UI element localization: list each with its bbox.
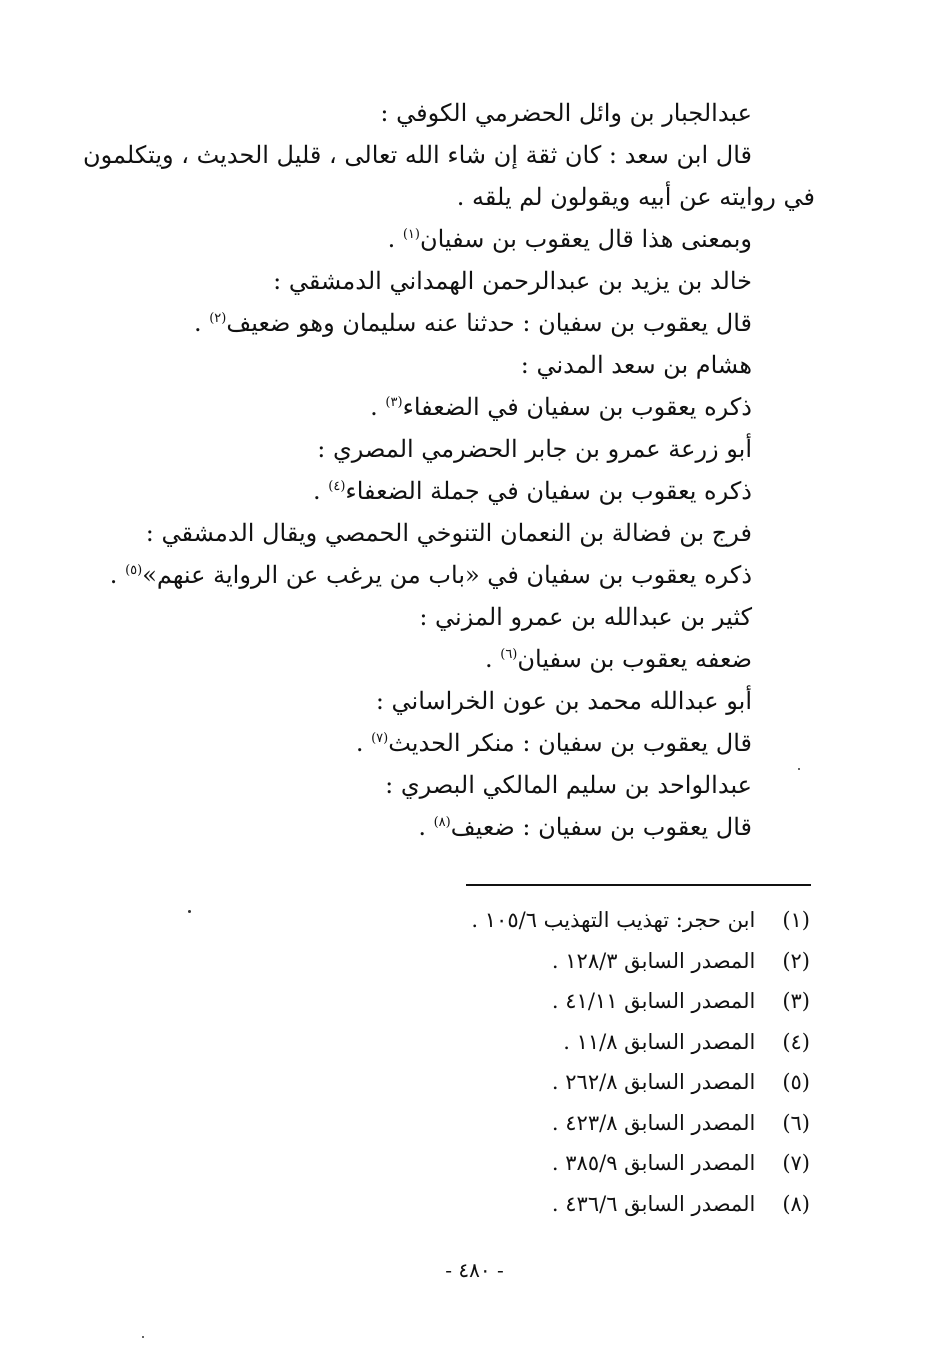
text-line-9 [100, 428, 815, 470]
footnote-6 [300, 1103, 810, 1144]
footnote-ref: (١) [402, 227, 420, 242]
line-text: قال يعقوب بن سفيان : ضعيف [450, 813, 752, 841]
footnote-text: المصدر السابق ٤٣٦/٦ . [551, 1191, 756, 1216]
line-text: في روايته عن أبيه ويقولون لم يلقه . [456, 183, 815, 211]
text-line-15 [100, 680, 815, 722]
footnote-text: المصدر السابق ٣٨٥/٩ . [551, 1151, 756, 1175]
main-text [83, 92, 815, 848]
line-tail: . [109, 561, 126, 589]
text-line-18 [100, 806, 815, 848]
footnote-ref: (٦) [500, 647, 518, 662]
footnote-text: المصدر السابق ٤١/١١ . [551, 989, 756, 1013]
footnote-1 [300, 900, 810, 941]
line-text: فرج بن فضالة بن النعمان التنوخي الحمصي ويقال الدمشقي : [145, 519, 752, 547]
line-text: قال يعقوب بن سفيان : حدثنا عنه سليمان وهو ضعيف [226, 309, 752, 337]
scan-speck [798, 768, 800, 770]
text-line-10 [100, 470, 815, 512]
footnote-number: (١) [782, 908, 810, 932]
line-text: كثير بن عبدالله بن عمرو المزني : [419, 603, 752, 631]
text-line-5 [100, 260, 815, 302]
footnote-separator [466, 884, 811, 886]
line-text: أبو زرعة عمرو بن جابر الحضرمي المصري : [317, 435, 752, 463]
footnote-7 [300, 1143, 810, 1184]
footnote-8 [300, 1184, 810, 1225]
line-tail: . [193, 309, 210, 337]
footnote-ref: (٨) [433, 815, 451, 830]
text-line-13 [100, 596, 815, 638]
text-line-17 [100, 764, 815, 806]
footnote-ref: (٥) [125, 563, 143, 578]
footnote-text: ابن حجر: تهذيب التهذيب ١٠٥/٦ . [471, 908, 756, 932]
line-text: عبدالواحد بن سليم المالكي البصري : [385, 771, 752, 799]
line-text: قال ابن سعد : كان ثقة إن شاء الله تعالى ، قليل الحديث ، ويتكلمون [83, 141, 752, 169]
text-line-16 [100, 722, 815, 764]
footnote-number: (٤) [782, 1029, 810, 1054]
text-line-12 [100, 554, 815, 596]
text-line-6 [100, 302, 815, 344]
line-text: ضعفه يعقوب بن سفيان [517, 645, 752, 673]
text-line-8 [100, 386, 815, 428]
footnote-ref: (٧) [371, 731, 389, 746]
footnote-ref: (٣) [385, 395, 403, 410]
text-line-7 [100, 344, 815, 386]
line-text: عبدالجبار بن وائل الحضرمي الكوفي : [380, 99, 752, 127]
line-text: قال يعقوب بن سفيان : منكر الحديث [388, 729, 752, 757]
footnote-ref: (٤) [328, 479, 346, 494]
footnote-text: المصدر السابق ١١/٨ . [563, 1029, 756, 1054]
footnote-2 [300, 941, 810, 982]
footnote-ref: (٢) [209, 311, 227, 326]
line-tail: . [418, 813, 434, 841]
footnote-number: (٣) [782, 989, 810, 1013]
text-line-3 [100, 176, 815, 218]
footnote-3 [300, 981, 810, 1022]
footnote-5 [300, 1062, 810, 1103]
text-line-2 [83, 134, 815, 176]
line-tail: . [370, 393, 386, 421]
footnote-number: (٨) [782, 1191, 810, 1216]
line-text: هشام بن سعد المدني : [520, 351, 752, 379]
text-line-4 [100, 218, 815, 260]
footnotes [300, 900, 810, 1224]
footnote-number: (٥) [782, 1070, 810, 1094]
line-text: ذكره يعقوب بن سفيان في «باب من يرغب عن الرواية عنهم» [142, 561, 752, 589]
line-tail: . [484, 645, 501, 673]
line-tail: . [355, 729, 372, 757]
line-text: ذكره يعقوب بن سفيان في جملة الضعفاء [345, 477, 752, 505]
text-line-11 [100, 512, 815, 554]
footnote-text: المصدر السابق ٤٢٣/٨ . [551, 1110, 756, 1135]
text-line-14 [100, 638, 815, 680]
text-line-1 [100, 92, 815, 134]
footnote-4 [300, 1022, 810, 1063]
line-tail: . [313, 477, 329, 505]
footnote-number: (٢) [782, 948, 810, 973]
line-tail: . [387, 225, 403, 253]
footnote-number: (٧) [782, 1151, 810, 1175]
line-text: خالد بن يزيد بن عبدالرحمن الهمداني الدمشقي : [273, 267, 752, 295]
footnote-text: المصدر السابق ٢٦٢/٨ . [551, 1070, 756, 1094]
line-text: وبمعنى هذا قال يعقوب بن سفيان [419, 225, 752, 253]
footnote-text: المصدر السابق ١٢٨/٣ . [551, 948, 756, 973]
scan-speck [142, 1336, 144, 1338]
footnote-number: (٦) [782, 1110, 810, 1135]
line-text: أبو عبدالله محمد بن عون الخراساني : [375, 687, 752, 715]
scan-speck [188, 910, 191, 913]
page-number: - ٤٨٠ - [445, 1258, 504, 1282]
line-text: ذكره يعقوب بن سفيان في الضعفاء [402, 393, 752, 421]
